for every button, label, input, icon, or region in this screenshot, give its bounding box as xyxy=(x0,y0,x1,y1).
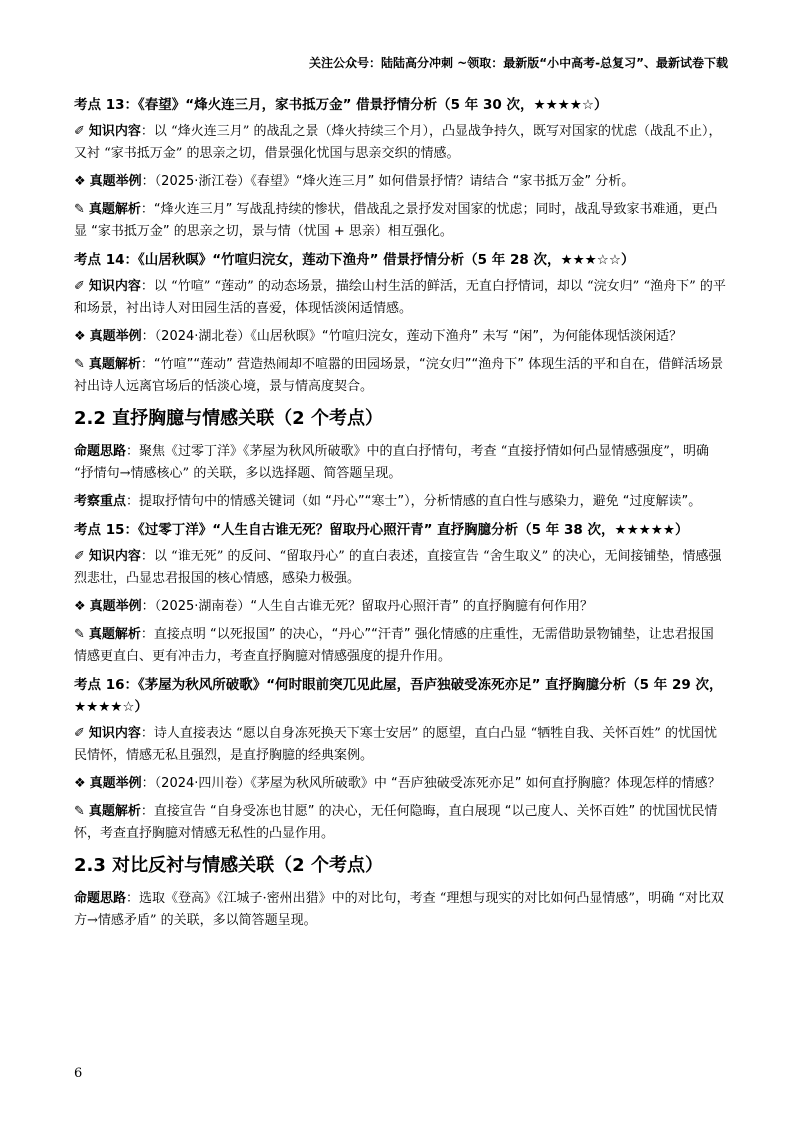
idea-text: ：选取《登高》《江城子·密州出猎》中的对比句，考查 “理想与现实的对比如何凸显情感”，明确 “对比双方→情感矛盾” 的关联，多以简答题呈现。 xyxy=(74,891,724,928)
diamond-icon: ❖ xyxy=(74,599,86,614)
pen-icon: ✎ xyxy=(74,627,85,642)
diamond-icon: ❖ xyxy=(74,329,86,344)
knowledge-label: 知识内容 xyxy=(88,124,141,139)
idea-label: 命题思路 xyxy=(74,444,127,459)
kp16-knowledge xyxy=(74,723,726,767)
pencil-icon: ✐ xyxy=(74,124,85,139)
pencil-icon: ✐ xyxy=(74,549,85,564)
pencil-icon: ✐ xyxy=(74,279,85,294)
kp15-analysis xyxy=(74,624,726,668)
kp13-analysis xyxy=(74,199,726,243)
example-text: ：（2024·湖北卷）《山居秋暝》“竹喧归浣女，莲动下渔舟” 未写 “闲”，为何能体现恬淡闲适？ xyxy=(141,329,683,344)
idea-label: 命题思路 xyxy=(74,891,127,906)
analysis-label: 真题解析 xyxy=(88,804,141,819)
analysis-label: 真题解析 xyxy=(88,357,141,372)
knowledge-text: ：以 “谁无死” 的反问、“留取丹心” 的直白表述，直接宣告 “舍生取义” 的决心，无间接铺垫，情感强烈悲壮，凸显忠君报国的核心情感，感染力极强。 xyxy=(74,549,722,586)
analysis-text: ：直接点明 “以死报国” 的决心，“丹心”“汗青” 强化情感的庄重性，无需借助景物铺垫，让忠君报国情感更直白、更有冲击力，考查直抒胸臆对情感强度的提升作用。 xyxy=(74,627,714,664)
kp13-example xyxy=(74,171,726,193)
kp16-title: 考点 16：《茅屋为秋风所破歌》“何时眼前突兀见此屋，吾庐独破受冻死亦足” 直抒胸臆分析（5 年 29 次，★★★★☆） xyxy=(74,677,723,715)
analysis-text: ：“烽火连三月” 写战乱持续的惨状，借战乱之景抒发对国家的忧虑；同时，战乱导致家书难通，更凸显 “家书抵万金” 的思亲之切，景与情（忧国 + 思亲）相互强化。 xyxy=(74,202,718,239)
sec22-idea xyxy=(74,441,726,485)
pen-icon: ✎ xyxy=(74,804,85,819)
page-content xyxy=(74,94,726,938)
pencil-icon: ✐ xyxy=(74,726,85,741)
kp13-knowledge xyxy=(74,121,726,165)
analysis-text: ：直接宣告 “自身受冻也甘愿” 的决心，无任何隐晦，直白展现 “以己度人、关怀百姓” 的忧国忧民情怀，考查直抒胸臆对情感无私性的凸显作用。 xyxy=(74,804,718,841)
pen-icon: ✎ xyxy=(74,357,85,372)
example-label: 真题举例 xyxy=(89,599,142,614)
kp15-example xyxy=(74,596,726,618)
example-text: ：（2025·湖南卷）“人生自古谁无死？留取丹心照汗青” 的直抒胸臆有何作用？ xyxy=(141,599,593,614)
knowledge-label: 知识内容 xyxy=(88,279,141,294)
example-text: ：（2024·四川卷）《茅屋为秋风所破歌》中 “吾庐独破受冻死亦足” 如何直抒胸臆？体现怎样的情感？ xyxy=(141,776,721,791)
example-label: 真题举例 xyxy=(89,329,142,344)
focus-label: 考察重点 xyxy=(74,494,127,509)
kp15-title: 考点 15：《过零丁洋》“人生自古谁无死？留取丹心照汗青” 直抒胸臆分析（5 年 38 次，★★★★★） xyxy=(74,522,689,538)
sec22-focus xyxy=(74,491,726,513)
section-2-3-heading: 2.3 对比反衬与情感关联（2 个考点） xyxy=(74,855,383,876)
knowledge-text: ：诗人直接表达 “愿以自身冻死换天下寒士安居” 的愿望，直白凸显 “牺牲自我、关怀百姓” 的忧国忧民情怀，情感无私且强烈，是直抒胸臆的经典案例。 xyxy=(74,726,718,763)
example-label: 真题举例 xyxy=(89,174,142,189)
diamond-icon: ❖ xyxy=(74,776,86,791)
diamond-icon: ❖ xyxy=(74,174,86,189)
analysis-text: ：“竹喧”“莲动” 营造热闹却不喧嚣的田园场景，“浣女归”“渔舟下” 体现生活的平和自在，借鲜活场景衬出诗人远离官场后的恬淡心境，景与情高度契合。 xyxy=(74,357,724,394)
analysis-label: 真题解析 xyxy=(88,202,141,217)
kp14-example xyxy=(74,326,726,348)
kp14-title: 考点 14：《山居秋暝》“竹喧归浣女，莲动下渔舟” 借景抒情分析（5 年 28 次，★★★☆☆） xyxy=(74,252,635,268)
kp16-analysis xyxy=(74,801,726,845)
kp13-title: 考点 13：《春望》“烽火连三月，家书抵万金” 借景抒情分析（5 年 30 次，★★★★☆） xyxy=(74,97,608,113)
sec23-idea xyxy=(74,888,726,932)
example-text: ：（2025·浙江卷）《春望》“烽火连三月” 如何借景抒情？请结合 “家书抵万金” 分析。 xyxy=(141,174,635,189)
kp14-knowledge xyxy=(74,276,726,320)
kp14-analysis xyxy=(74,354,726,398)
knowledge-label: 知识内容 xyxy=(88,726,141,741)
analysis-label: 真题解析 xyxy=(88,627,141,642)
focus-text: ：提取抒情句中的情感关键词（如 “丹心”“寒士”），分析情感的直白性与感染力，避免 “过度解读”。 xyxy=(126,494,702,509)
kp15-knowledge xyxy=(74,546,726,590)
page-header: 关注公众号：陆陆高分冲刺 ~领取：最新版“小中高考-总复习”、最新试卷下载 xyxy=(309,56,728,70)
knowledge-text: ：以 “竹喧” “莲动” 的动态场景，描绘山村生活的鲜活，无直白抒情词，却以 “浣女归” “渔舟下” 的平和场景，衬出诗人对田园生活的喜爱，体现恬淡闲适情感。 xyxy=(74,279,726,316)
idea-text: ：聚焦《过零丁洋》《茅屋为秋风所破歌》中的直白抒情句，考查 “直接抒情如何凸显情感强度”，明确 “抒情句→情感核心” 的关联，多以选择题、简答题呈现。 xyxy=(74,444,709,481)
kp16-example xyxy=(74,773,726,795)
knowledge-label: 知识内容 xyxy=(88,549,141,564)
pen-icon: ✎ xyxy=(74,202,85,217)
page-number: 6 xyxy=(74,1066,83,1081)
section-2-2-heading: 2.2 直抒胸臆与情感关联（2 个考点） xyxy=(74,408,383,429)
example-label: 真题举例 xyxy=(89,776,142,791)
knowledge-text: ：以 “烽火连三月” 的战乱之景（烽火持续三个月），凸显战争持久，既写对国家的忧虑（战乱不止），又衬 “家书抵万金” 的思亲之切，借景强化忧国与思亲交织的情感。 xyxy=(74,124,722,161)
